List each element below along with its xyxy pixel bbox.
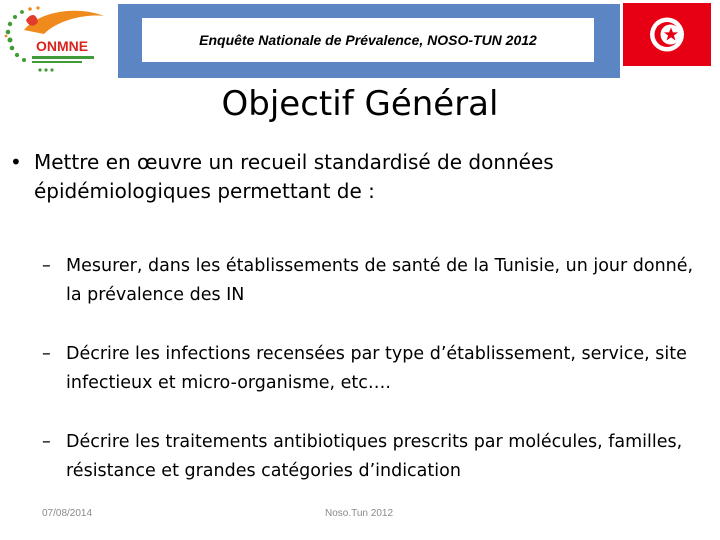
sub-item-text: Décrire les traitements antibiotiques prescrits par molécules, familles, résistance et grandes catégories d’indication <box>66 432 683 481</box>
sub-item <box>42 340 702 398</box>
dash-marker: – <box>42 344 51 364</box>
bullet-dot: • <box>10 150 22 174</box>
onmne-logo <box>0 0 118 78</box>
logo-text: ONMNE <box>36 38 89 54</box>
sub-item-text: Décrire les infections recensées par type d’établissement, service, site infectieux et micro-organisme, etc…. <box>66 344 687 393</box>
header-banner <box>118 4 620 78</box>
sub-item <box>42 252 702 310</box>
main-bullet <box>10 148 700 206</box>
dash-marker: – <box>42 432 51 452</box>
footer-center: Noso.Tun 2012 <box>325 508 394 519</box>
sub-item-text: Mesurer, dans les établissements de santé de la Tunisie, un jour donné, la prévalence des IN <box>66 256 694 305</box>
banner-title: Enquête Nationale de Prévalence, NOSO-TUN 2012 <box>142 18 594 62</box>
slide-title: Objectif Général <box>221 84 499 124</box>
footer-date: 07/08/2014 <box>42 508 93 519</box>
tunisia-flag <box>623 3 711 66</box>
dash-marker: – <box>42 256 51 276</box>
sub-item <box>42 428 702 486</box>
main-bullet-text: Mettre en œuvre un recueil standardisé de données épidémiologiques permettant de : <box>34 150 554 203</box>
